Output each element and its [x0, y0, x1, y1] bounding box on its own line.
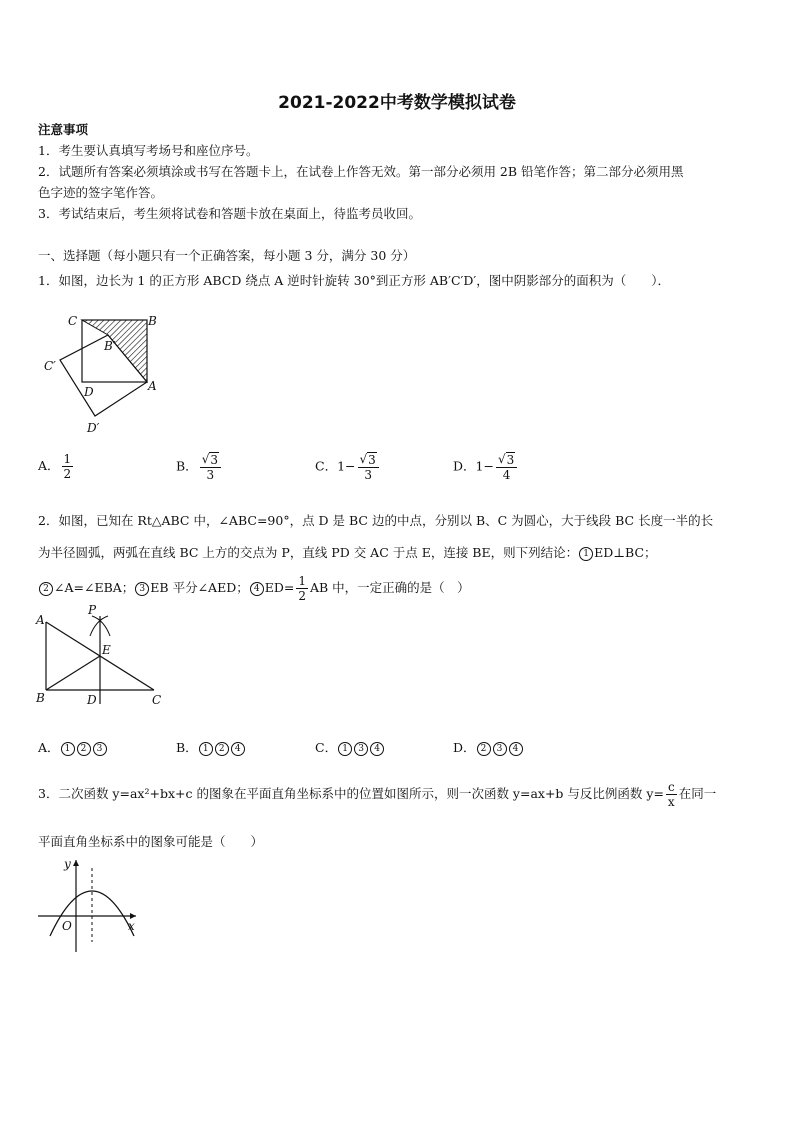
q2-option-c-c3: 4: [370, 742, 384, 756]
q2-conclusion-2: ∠A=∠EBA；: [54, 580, 135, 595]
q2-frac-num: 1: [298, 574, 306, 588]
q3-line-1-text: 3．二次函数 y=ax²+bx+c 的图象在平面直角坐标系中的位置如图所示，则一次函数 y=ax+b 与反比例函数 y=: [38, 786, 664, 801]
q1-label-dp: D′: [87, 421, 100, 435]
q3-fraction: [666, 780, 677, 809]
q2-line-2: [38, 543, 657, 561]
q1-label-cp: C′: [44, 359, 56, 373]
page-title: 2021-2022中考数学模拟试卷: [278, 93, 516, 113]
q3-line-1: [38, 780, 716, 809]
q1-option-a-fraction: [62, 452, 74, 481]
q1-label-c: C: [68, 314, 78, 328]
q2-option-b[interactable]: [176, 738, 246, 756]
q2-figure: [34, 602, 169, 714]
section-heading: 一、选择题（每小题只有一个正确答案，每小题 3 分，满分 30 分）: [38, 248, 416, 263]
q2-line-3-end: AB 中，一定正确的是（ ）: [310, 580, 470, 595]
notice-item-2: 2．试题所有答案必须填涂或书写在答题卡上，在试卷上作答无效。第一部分必须用 2B 铅笔作答；第二部分必须用黑: [38, 164, 684, 179]
q2-label-p: P: [88, 603, 97, 617]
q2-option-c-c2: 3: [354, 742, 368, 756]
q2-conclusion-1: ED⊥BC；: [594, 545, 657, 560]
q2-option-c-c1: 1: [338, 742, 352, 756]
q2-option-a-c1: 1: [61, 742, 75, 756]
q1-option-d-fraction: √ 3 4: [496, 452, 517, 482]
q3-figure: [36, 856, 140, 954]
q1-label-b: B: [148, 314, 157, 328]
q2-line-1: 2．如图，已知在 Rt△ABC 中，∠ABC=90°，点 D 是 BC 边的中点，分别以 B、C 为圆心，大于线段 BC 长度一半的长: [38, 513, 714, 528]
q1-label-bp: B′: [104, 339, 116, 353]
q2-line-3: [38, 574, 470, 603]
q1-option-c-den: 3: [364, 468, 372, 482]
q3-label-y: y: [64, 857, 71, 871]
q2-label-d: D: [87, 693, 97, 707]
q1-option-b[interactable]: [176, 452, 223, 482]
q3-line-1-end: 在同一: [678, 786, 717, 801]
notice-item-1: 1．考生要认真填写考场号和座位序号。: [38, 143, 259, 158]
q2-circled-2: 2: [39, 582, 53, 596]
q1-option-b-label: B．: [176, 458, 198, 474]
q2-label-e: E: [102, 643, 111, 657]
q2-option-a[interactable]: [38, 738, 108, 756]
q2-label-b: B: [36, 691, 45, 705]
q3-label-x: x: [128, 919, 135, 933]
q2-option-b-c3: 4: [231, 742, 245, 756]
q2-label-a: A: [36, 613, 45, 627]
q2-line-2-text: 为半径圆弧，两弧在直线 BC 上方的交点为 P，直线 PD 交 AC 于点 E，连接 BE，则下列结论：: [38, 545, 579, 560]
q3-label-o: O: [62, 919, 72, 933]
notice-item-2-cont: 色字迹的签字笔作答。: [38, 185, 164, 200]
q1-option-a-num: 1: [63, 452, 72, 466]
q2-circled-4: 4: [250, 582, 264, 596]
q3-line-2: 平面直角坐标系中的图象可能是（ ）: [38, 834, 264, 849]
q1-option-c-rad: 3: [368, 453, 376, 467]
q2-option-b-c2: 2: [215, 742, 229, 756]
q1-stem: 1．如图，边长为 1 的正方形 ABCD 绕点 A 逆时针旋转 30°到正方形 AB′C′D′，图中阴影部分的面积为（ ）．: [38, 273, 670, 288]
q1-option-c-label: C．: [315, 458, 338, 474]
q1-option-a-label: A．: [38, 458, 60, 473]
q2-option-d[interactable]: [453, 738, 524, 756]
q2-label-c: C: [152, 693, 162, 707]
q2-option-d-label: D．: [453, 740, 476, 755]
q2-option-a-c3: 3: [93, 742, 107, 756]
q1-label-a: A: [148, 379, 157, 393]
q2-fraction: [296, 574, 308, 603]
q2-frac-den: 2: [298, 589, 306, 603]
q1-option-d-label: D．: [453, 458, 476, 474]
q2-option-b-label: B．: [176, 740, 198, 755]
q1-option-d-rad: 3: [506, 453, 515, 467]
q2-option-d-c3: 4: [509, 742, 523, 756]
q2-circled-1: 1: [579, 547, 593, 561]
q1-option-b-den: 3: [206, 468, 215, 482]
q2-option-c[interactable]: [315, 738, 385, 756]
q2-circled-3: 3: [135, 582, 149, 596]
q1-option-d-pre: 1−: [475, 458, 494, 474]
q1-option-c[interactable]: [315, 452, 381, 482]
q2-option-a-c2: 2: [77, 742, 91, 756]
q2-option-d-c2: 3: [493, 742, 507, 756]
q1-option-b-fraction: √ 3 3: [200, 452, 221, 482]
q3-frac-den: x: [667, 795, 675, 809]
q2-option-b-c1: 1: [199, 742, 213, 756]
q1-option-c-pre: 1−: [337, 458, 356, 474]
notice-item-3: 3．考试结束后，考生须将试卷和答题卡放在桌面上，待监考员收回。: [38, 206, 421, 221]
q1-option-d[interactable]: [453, 452, 519, 482]
q2-conclusion-4: ED=: [264, 580, 295, 595]
notice-heading: 注意事项: [38, 122, 89, 137]
q1-option-d-den: 4: [502, 468, 511, 482]
q1-option-c-fraction: √ 3 3: [358, 452, 379, 482]
q2-option-c-label: C．: [315, 740, 338, 755]
q2-option-a-label: A．: [38, 740, 60, 755]
q1-figure: [40, 310, 170, 440]
q1-option-a[interactable]: [38, 452, 75, 481]
q1-label-d: D: [84, 385, 94, 399]
q2-conclusion-3: EB 平分∠AED；: [150, 580, 249, 595]
q3-frac-num: c: [667, 780, 675, 794]
q1-option-a-den: 2: [63, 467, 72, 481]
q1-option-b-rad: 3: [210, 453, 218, 467]
q2-option-d-c1: 2: [477, 742, 491, 756]
